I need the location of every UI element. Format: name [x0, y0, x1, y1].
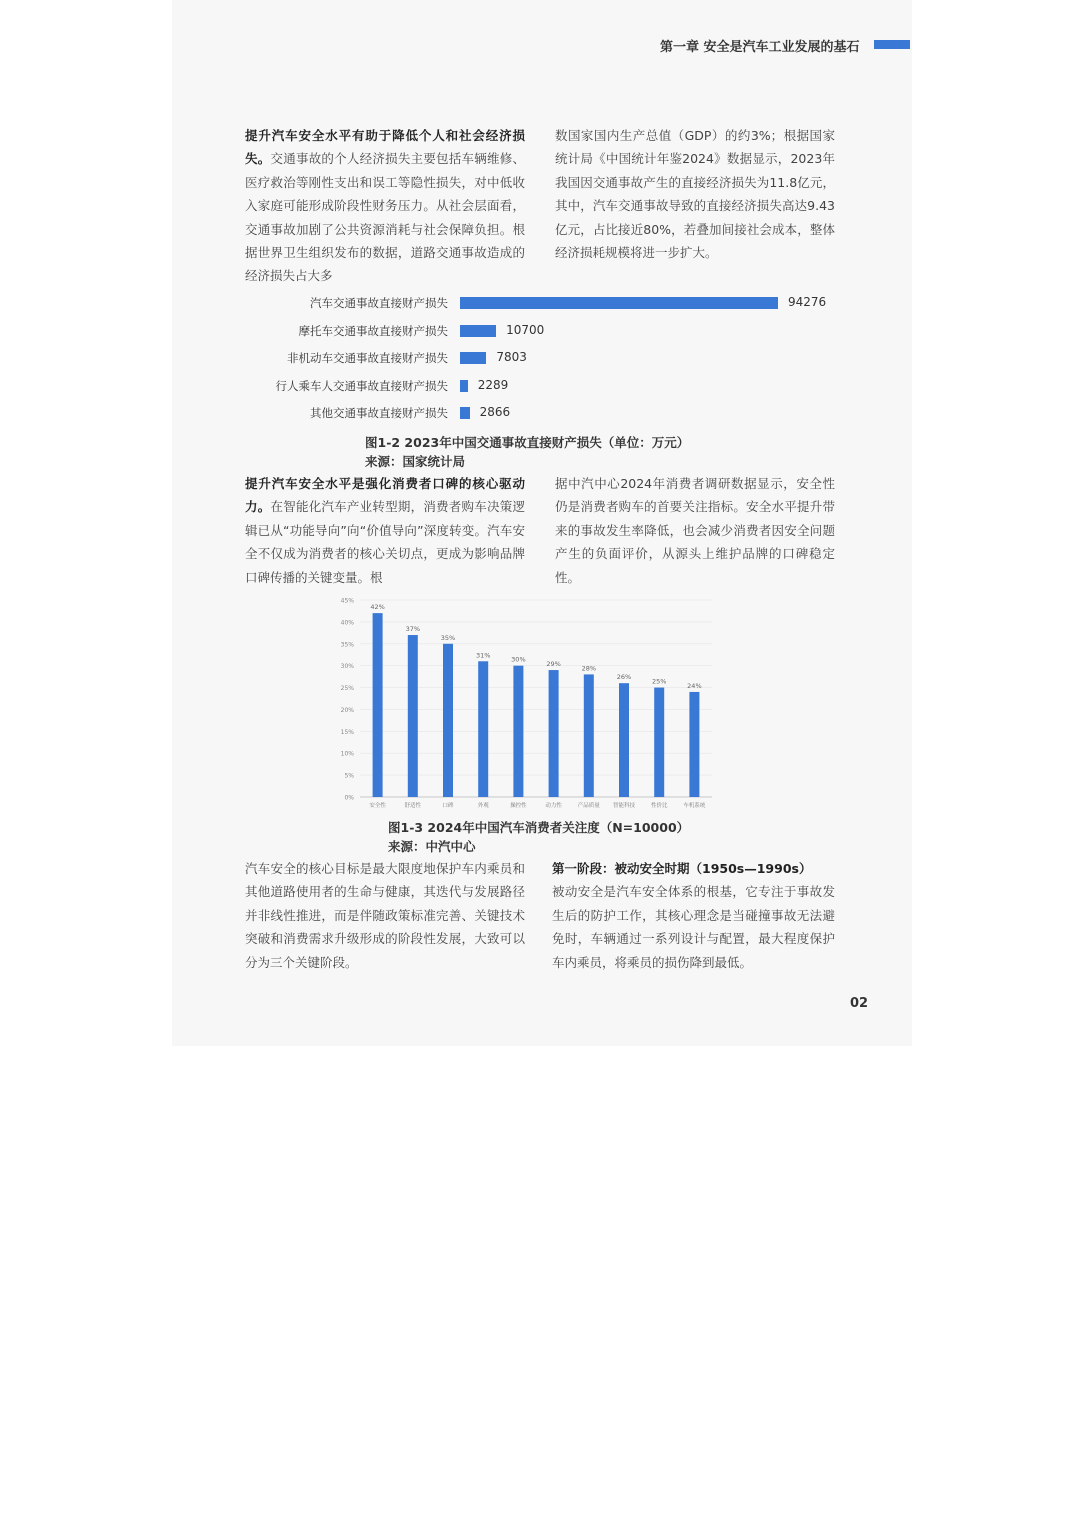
- bar: [443, 644, 453, 797]
- bar: [654, 688, 664, 797]
- y-tick-label: 5%: [344, 772, 354, 780]
- y-tick-label: 40%: [340, 619, 354, 627]
- bar-value-label: 10700: [506, 322, 545, 337]
- header-accent-bar: [874, 40, 910, 49]
- bar-value-label: 25%: [651, 677, 667, 686]
- bar-value-label: 29%: [546, 660, 561, 669]
- bar-value-label: 35%: [440, 633, 456, 642]
- x-tick-label: 产品质量: [577, 803, 600, 809]
- bar-value-label: 42%: [370, 603, 385, 612]
- paragraph-body: 数国家国内生产总值（GDP）的约3%；根据国家统计局《中国统计年鉴2024》数据显示，2023年我国因交通事故产生的直接经济损失为11.8亿元，其中，汽车交通事故导致的直接经济损失高达9.43亿元，占比接近80%，若叠加间接社会成本，整体经济损耗规模将进一步扩大。: [555, 128, 835, 261]
- x-tick-label: 智能科技: [612, 803, 636, 809]
- bar-value-label: 24%: [687, 681, 702, 690]
- bar-value-label: 7803: [496, 350, 527, 364]
- x-tick-label: 动力性: [545, 803, 562, 809]
- bar-value-label: 28%: [581, 664, 597, 673]
- paragraph-heading: 第一阶段：被动安全时期（1950s—1990s）: [552, 861, 812, 876]
- paragraph-economic-loss: [245, 124, 525, 288]
- paragraph-body: 汽车安全的核心目标是最大限度地保护车内乘员和其他道路使用者的生命与健康，其迭代与发展路径并非线性推进，而是伴随政策标准完善、关键技术突破和消费需求升级形成的阶段性发展，大致可以分为三个关键阶段。: [245, 861, 525, 970]
- x-tick-label: 外观: [477, 803, 489, 809]
- y-tick-label: 0%: [344, 794, 354, 802]
- bar: [460, 407, 470, 419]
- bar: [408, 635, 418, 797]
- bar: [460, 352, 486, 364]
- figure-source: 来源：中汽中心: [388, 839, 476, 854]
- y-tick-label: 20%: [340, 706, 354, 714]
- bar-category-label: 行人乘车人交通事故直接财产损失: [275, 378, 448, 393]
- bar-value-label: 94276: [788, 295, 827, 309]
- paragraph-consumer-reputation: [245, 472, 525, 589]
- bar: [373, 613, 383, 797]
- bar-value-label: 26%: [616, 673, 632, 682]
- y-tick-label: 15%: [340, 728, 354, 736]
- bar-value-label: 2866: [479, 405, 511, 419]
- x-tick-label: 安全性: [369, 803, 386, 809]
- y-tick-label: 25%: [340, 685, 354, 693]
- paragraph-lead: 提升汽车安全水平是强化消费者口碑的核心驱动力。: [245, 476, 525, 515]
- bar-category-label: 其他交通事故直接财产损失: [310, 406, 448, 420]
- y-tick-label: 35%: [340, 641, 354, 649]
- bar-value-label: 2289: [477, 377, 509, 392]
- paragraph-body: 交通事故的个人经济损失主要包括车辆维修、医疗救治等刚性支出和误工等隐性损失，对中低收入家庭可能形成阶段性财务压力。从社会层面看，交通事故加剧了公共资源消耗与社会保障负担。根据世界卫生组织发布的数据，道路交通事故造成的经济损失占大多: [245, 151, 525, 284]
- bar: [513, 666, 523, 797]
- x-tick-label: 舒适性: [404, 803, 422, 809]
- bar: [619, 683, 629, 797]
- bar: [584, 674, 594, 797]
- y-tick-label: 45%: [340, 597, 354, 605]
- paragraph-body: 据中汽中心2024年消费者调研数据显示，安全性仍是消费者购车的首要关注指标。安全水平提升带来的事故发生率降低，也会减少消费者因安全问题产生的负面评价，从源头上维护品牌的口碑稳定性。: [555, 476, 835, 585]
- paragraph-body: 被动安全是汽车安全体系的根基，它专注于事故发生后的防护工作，其核心理念是当碰撞事故无法避免时，车辆通过一系列设计与配置，最大程度保护车内乘员，将乘员的损伤降到最低。: [552, 884, 835, 970]
- x-tick-label: 车机系统: [683, 803, 706, 809]
- paragraph-survey: [555, 472, 835, 589]
- bar-value-label: 31%: [475, 651, 491, 660]
- bar-value-label: 37%: [405, 625, 421, 634]
- figure-source: 来源：国家统计局: [365, 454, 466, 469]
- paragraph-safety-goal: [245, 857, 525, 974]
- paragraph-passive-safety: [552, 857, 835, 974]
- consumer-attention-bar-chart: [330, 592, 720, 814]
- paragraph-lead: 提升汽车安全水平有助于降低个人和社会经济损失。: [245, 128, 525, 167]
- bar: [460, 325, 496, 337]
- bar: [460, 380, 468, 392]
- bar: [460, 297, 778, 309]
- x-tick-label: 性价比: [650, 803, 668, 809]
- bar-category-label: 汽车交通事故直接财产损失: [310, 296, 448, 310]
- paragraph-body: 在智能化汽车产业转型期，消费者购车决策逻辑已从“功能导向”向“价值导向”深度转变。汽车安全不仅成为消费者的核心关切点，更成为影响品牌口碑传播的关键变量。根: [245, 499, 525, 585]
- figure-caption: 图1-2 2023年中国交通事故直接财产损失（单位：万元）: [365, 435, 690, 450]
- bar-category-label: 摩托车交通事故直接财产损失: [298, 323, 448, 338]
- bar: [549, 670, 559, 797]
- x-tick-label: 操控性: [510, 803, 527, 809]
- figure-caption: 图1-3 2024年中国汽车消费者关注度（N=10000）: [388, 820, 690, 835]
- y-tick-label: 10%: [340, 750, 354, 758]
- y-tick-label: 30%: [340, 663, 354, 671]
- paragraph-gdp: [555, 124, 835, 264]
- page-number: 02: [850, 996, 869, 1011]
- bar-category-label: 非机动车交通事故直接财产损失: [287, 351, 448, 365]
- bar: [478, 661, 488, 797]
- bar: [689, 692, 699, 797]
- bar-value-label: 30%: [511, 655, 526, 664]
- x-tick-label: 口碑: [442, 803, 454, 809]
- chapter-header: 第一章 安全是汽车工业发展的基石: [660, 40, 860, 55]
